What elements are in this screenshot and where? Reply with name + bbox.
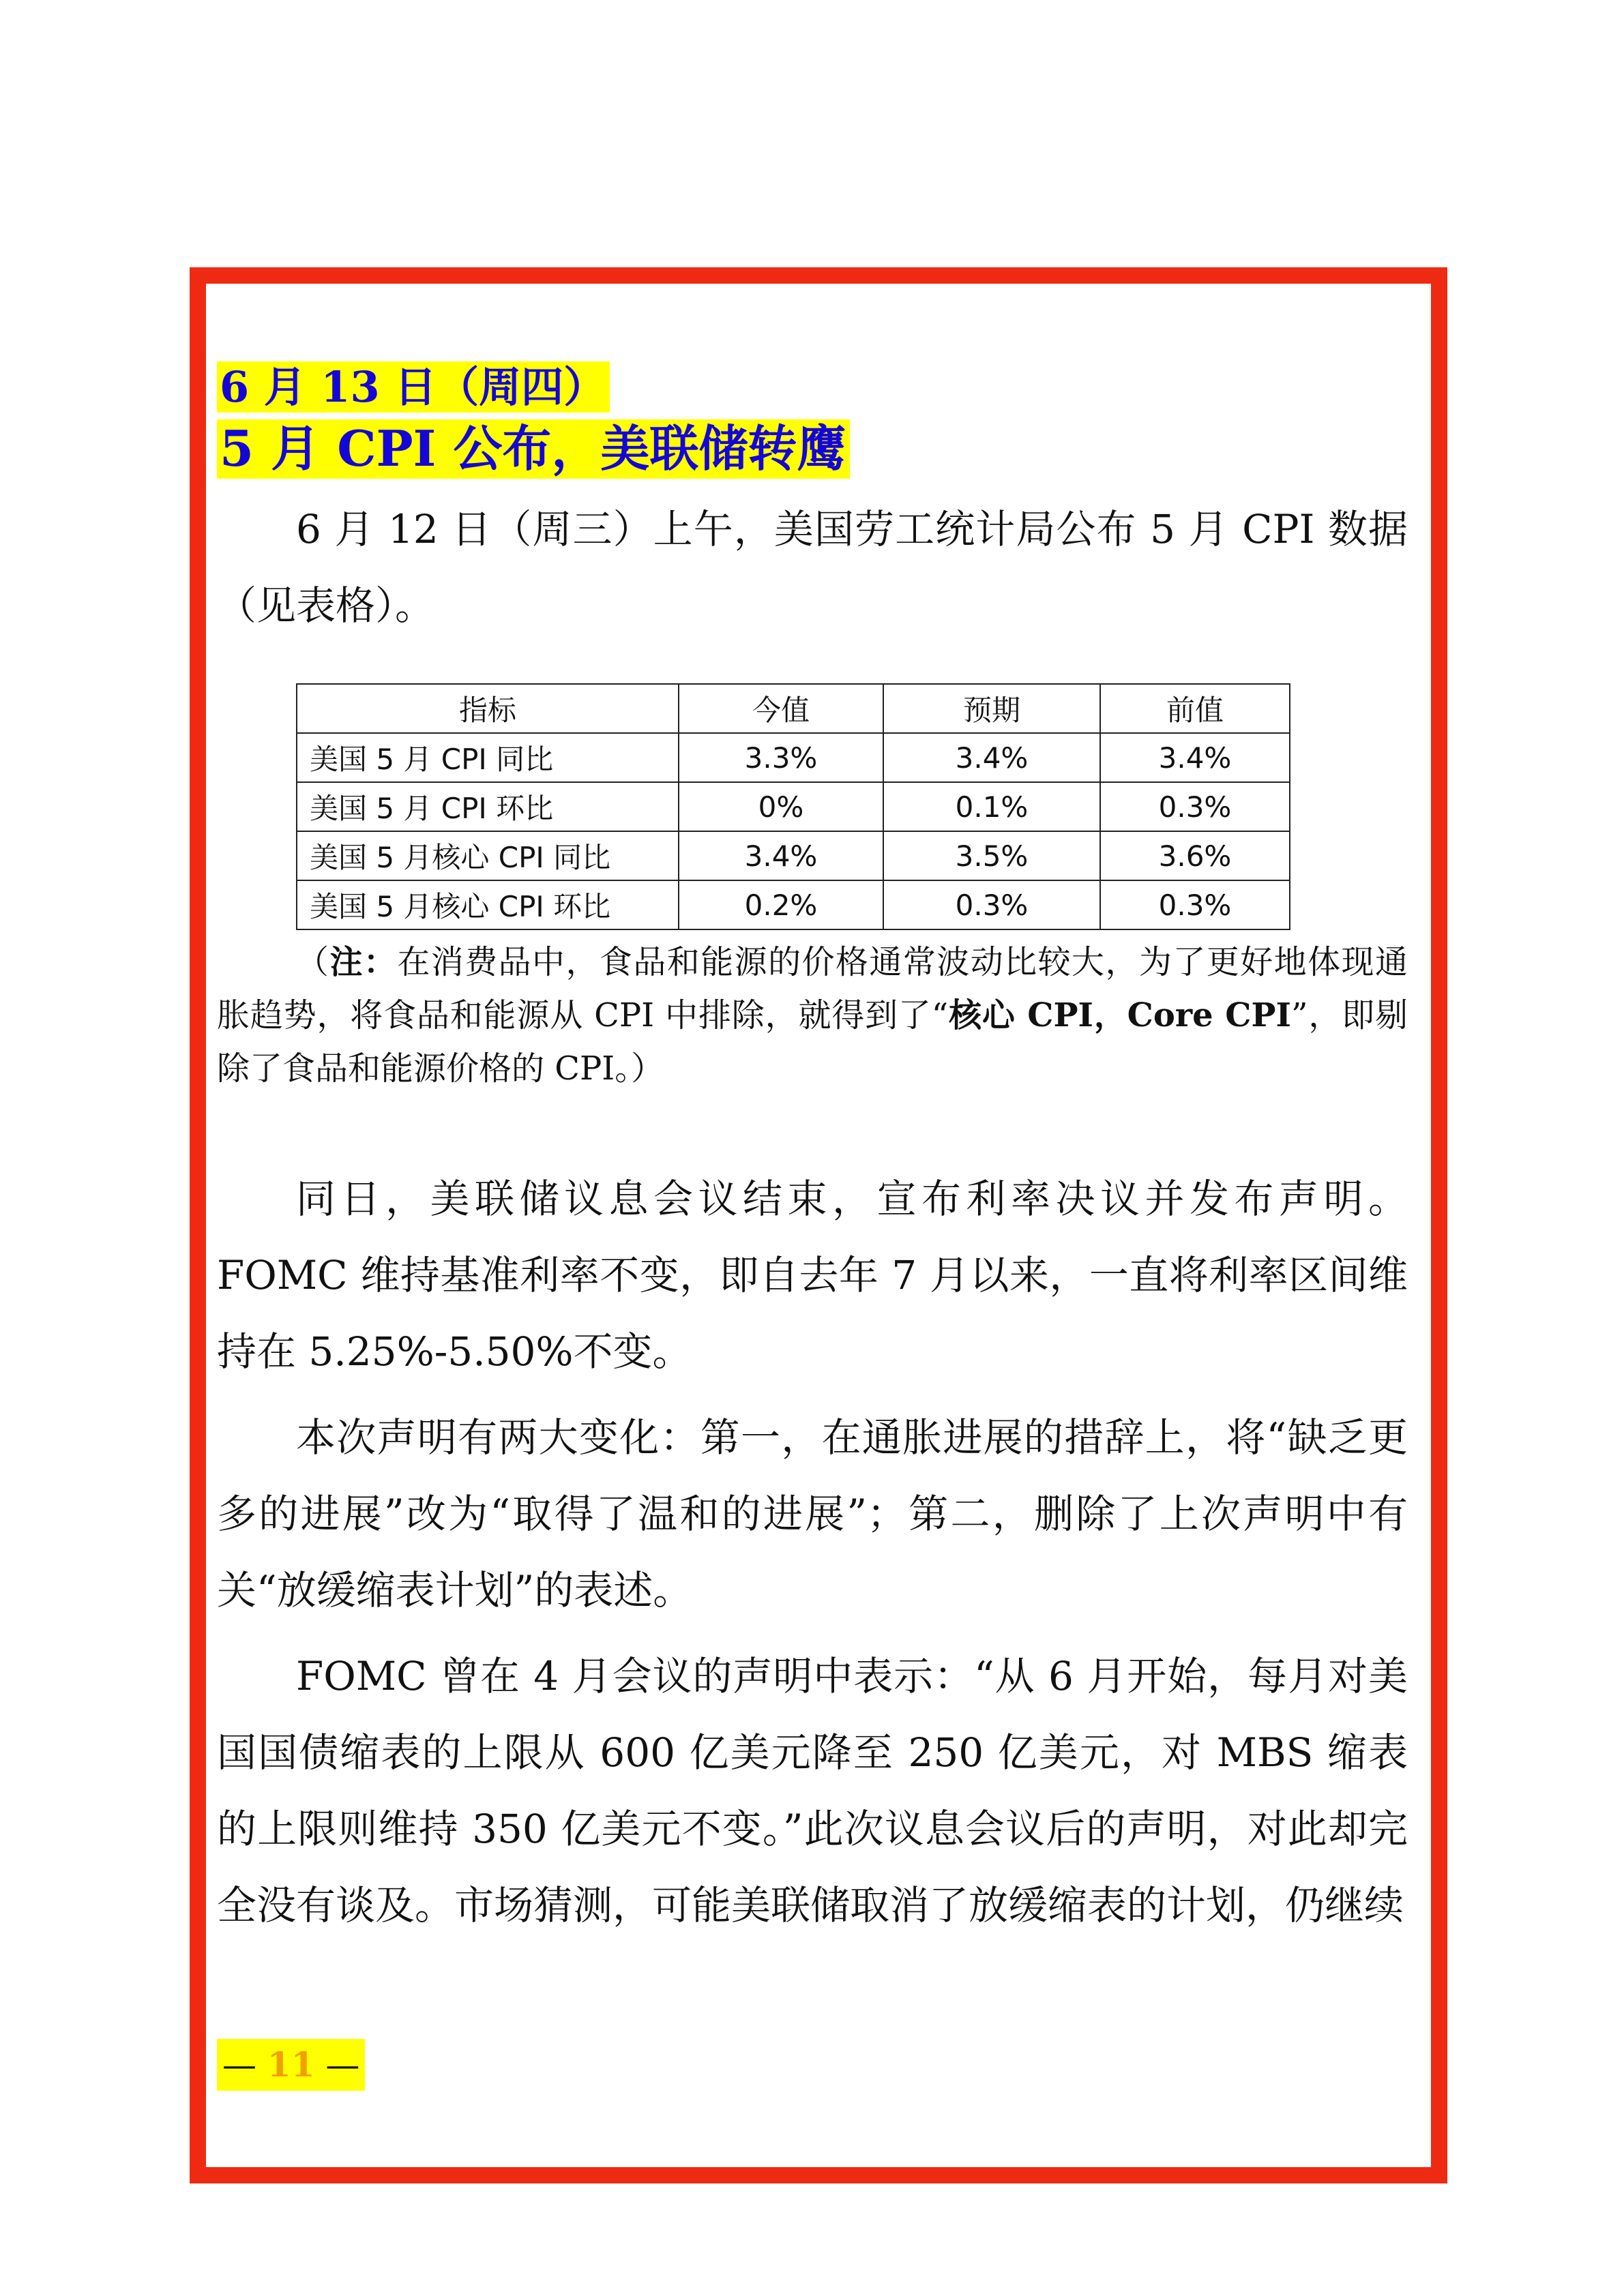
note-open-paren: （ bbox=[296, 943, 330, 982]
intro-paragraph: 6 月 12 日（周三）上午，美国劳工统计局公布 5 月 CPI 数据（见表格）。 bbox=[217, 506, 1408, 629]
page-number-digits: 11 bbox=[267, 2044, 315, 2085]
body-paragraph-2: 本次声明有两大变化：第一，在通胀进展的措辞上，将“缺乏更多的进展”改为“取得了温和的进展”；第二，删除了上次声明中有关“放缓缩表计划”的表述。 bbox=[217, 1414, 1408, 1614]
table-cell-metric: 美国 5 月 CPI 环比 bbox=[297, 782, 679, 831]
table-cell-metric: 美国 5 月核心 CPI 同比 bbox=[297, 831, 679, 880]
table-note bbox=[217, 936, 1408, 1095]
table-cell-previous: 3.4% bbox=[1100, 733, 1290, 782]
table-header-cell: 指标 bbox=[297, 684, 679, 733]
note-text-part2: ”，即剔除了食品和能源价格的 CPI。） bbox=[217, 996, 1408, 1088]
table-cell-previous: 3.6% bbox=[1100, 831, 1290, 880]
body-paragraph-1: 同日，美联储议息会议结束，宣布利率决议并发布声明。FOMC 维持基准利率不变，即自去年 7 月以来，一直将利率区间维持在 5.25%-5.50%不变。 bbox=[217, 1176, 1408, 1375]
table-cell-forecast: 0.1% bbox=[883, 782, 1100, 831]
table-row bbox=[297, 733, 1290, 782]
note-text-part1: 在消费品中，食品和能源的价格通常波动比较大，为了更好地体现通胀趋势，将食品和能源从 CPI 中排除，就得到了“ bbox=[217, 943, 1408, 1035]
table-cell-previous: 0.3% bbox=[1100, 782, 1290, 831]
page-number bbox=[217, 2039, 365, 2091]
page-number-dash-left: — bbox=[222, 2045, 256, 2085]
table-header-cell: 前值 bbox=[1100, 684, 1290, 733]
article-title bbox=[217, 419, 1408, 479]
table-header-cell: 今值 bbox=[679, 684, 883, 733]
table-cell-actual: 3.4% bbox=[679, 831, 883, 880]
table-cell-actual: 3.3% bbox=[679, 733, 883, 782]
table-header-cell: 预期 bbox=[883, 684, 1100, 733]
note-label: 注： bbox=[329, 943, 398, 982]
note-bold-term: 核心 CPI，Core CPI bbox=[948, 996, 1291, 1035]
date-heading bbox=[217, 361, 1408, 413]
table-cell-actual: 0% bbox=[679, 782, 883, 831]
table-row bbox=[297, 880, 1290, 929]
date-heading-text: 6 月 13 日（周四） bbox=[217, 361, 610, 413]
table-cell-previous: 0.3% bbox=[1100, 880, 1290, 929]
table-cell-forecast: 3.5% bbox=[883, 831, 1100, 880]
table-cell-forecast: 0.3% bbox=[883, 880, 1100, 929]
table-cell-forecast: 3.4% bbox=[883, 733, 1100, 782]
table-cell-metric: 美国 5 月 CPI 同比 bbox=[297, 733, 679, 782]
table-header-row bbox=[297, 684, 1290, 733]
table-cell-metric: 美国 5 月核心 CPI 环比 bbox=[297, 880, 679, 929]
cpi-table bbox=[296, 683, 1290, 930]
body-paragraph-3: FOMC 曾在 4 月会议的声明中表示：“从 6 月开始，每月对美国国债缩表的上限从 600 亿美元降至 250 亿美元，对 MBS 缩表的上限则维持 350 亿美元不变。”此次议息会议后的声明，对此却完全没有谈及。市场猜测，可能美联储取消了放缓缩表的计划，仍继续 bbox=[217, 1653, 1408, 1929]
table-cell-actual: 0.2% bbox=[679, 880, 883, 929]
table-row bbox=[297, 782, 1290, 831]
page-content bbox=[217, 361, 1408, 1943]
article-title-text: 5 月 CPI 公布，美联储转鹰 bbox=[217, 419, 850, 479]
page-number-dash-right: — bbox=[325, 2045, 360, 2085]
table-row bbox=[297, 831, 1290, 880]
